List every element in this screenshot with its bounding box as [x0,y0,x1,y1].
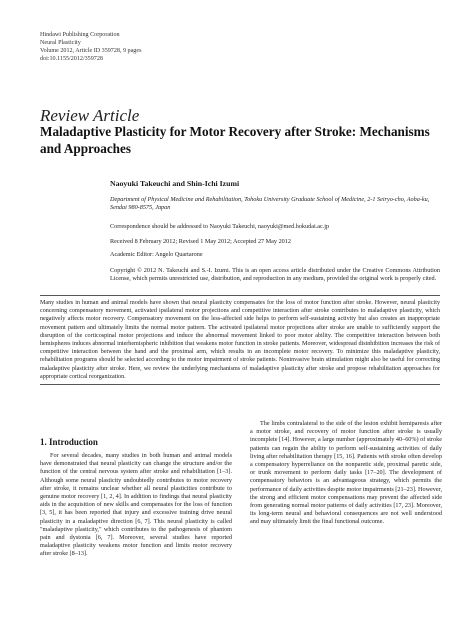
volume-line: Volume 2012, Article ID 359728, 9 pages [40,48,142,55]
dates: Received 8 February 2012; Revised 1 May 2012; Accepted 27 May 2012 [110,238,291,245]
article-type: Review Article [40,106,140,125]
intro-right-column: The limbs contralateral to the side of the lesion exhibit hemiparesis after a motor stroke, and recovery of motor function after stroke is usually incomplete [14]. However, a large number (approximately 40–60%) of stroke patients can regain the ability to perform self-sustaining activities of daily living after rehabilitation therapy [15, 16]. Patients with stroke often develop a compensatory hyperreliance on the nonparetic side, proximal paretic side, or trunk movement to perform daily tasks [17–20]. The development of compensatory behaviors is an advantageous strategy, which permits the performance of daily activities despite motor impairments [21–23]. However, the strong and efficient motor compensations may prevent the affected side from generating normal motor patterns of daily activities [17, 23]. Moreover, its long-term neural and behavioral consequences are not well understood and may ultimately limit the final functional outcome. [250,420,442,526]
academic-editor: Academic Editor: Angelo Quartarone [110,251,203,258]
correspondence: Correspondence should be addressed to Naoyuki Takeuchi, naoyuki@med.hokudai.ac.jp [110,223,330,230]
intro-left-column: For several decades, many studies in both human and animal models have demonstrated that neural plasticity can change the structure and/or the function of the central nervous system after stroke and rehabilitation [1–3]. Although some neural plasticity undoubtedly contributes to motor recovery after stroke, it remains unclear whether all neural plasticities contribute to genuine motor recovery [1, 2, 4]. In addition to findings that neural plasticity aids in the acquisition of new skills and compensates for the loss of function [3, 5], it has been reported that injury and excessive training drive neural plasticity in a maladaptive direction [6, 7]. This neural plasticity is called "maladaptive plasticity," which contributes to the pathogenesis of phantom pain and dystonia [6, 7]. Moreover, several studies have reported maladaptive plasticity weakens motor function and limits motor recovery after stroke [8–13]. [40,452,232,558]
abstract-text: Many studies in human and animal models have shown that neural plasticity compensates for the loss of motor function after stroke. However, neural plasticity concerning compensatory movement, activated ipsilateral motor projections and competitive interaction after stroke contributes to maladaptive plasticity, which negatively affects motor recovery. Compensatory movement on the less-affected side helps to perform self-sustaining activity but also creates an inappropriate movement pattern and ultimately limits the normal motor pattern. The activated ipsilateral motor projections after stroke are unable to sufficiently support the disruption of the corticospinal motor projections and induce the abnormal movement linked to poor motor ability. The competitive interaction between both hemispheres induces abnormal interhemispheric inhibition that weakens motor function in stroke patients. Moreover, widespread disinhibition increases the risk of competitive interaction between the hand and the proximal arm, which results in an incomplete motor recovery. To minimize this maladaptive plasticity, rehabilitation programs should be selected according to the motor impairment of stroke patients. Noninvasive brain stimulation might also be useful for correcting maladaptive plasticity after stroke. Here, we review the underlying mechanisms of maladaptive plasticity after stroke and propose rehabilitation approaches for appropriate cortical reorganization. [40,300,440,380]
affiliation: Department of Physical Medicine and Rehabilitation, Tohoku University Graduate School of Medicine, 2-1 Seiryo-cho, Aoba-ku, Sendai 980-8575, Japan [110,196,430,212]
abstract-box [40,295,440,385]
authors: Naoyuki Takeuchi and Shin-Ichi Izumi [110,179,240,188]
section-heading: 1. Introduction [40,437,98,447]
journal-header [40,31,141,63]
doi-line: doi:10.1155/2012/359728 [40,56,103,63]
publisher-line: Hindawi Publishing Corporation [40,32,120,38]
journal-name: Neural Plasticity [40,40,81,47]
article-title: Maladaptive Plasticity for Motor Recovery after Stroke: Mechanisms and Approaches [40,124,430,156]
copyright-notice: Copyright © 2012 N. Takeuchi and S.-I. Izumi. This is an open access article distributed under the Creative Commons Attribution License, which permits unrestricted use, distribution, and reproduction in any medium, provided the original work is properly cited. [110,267,440,283]
